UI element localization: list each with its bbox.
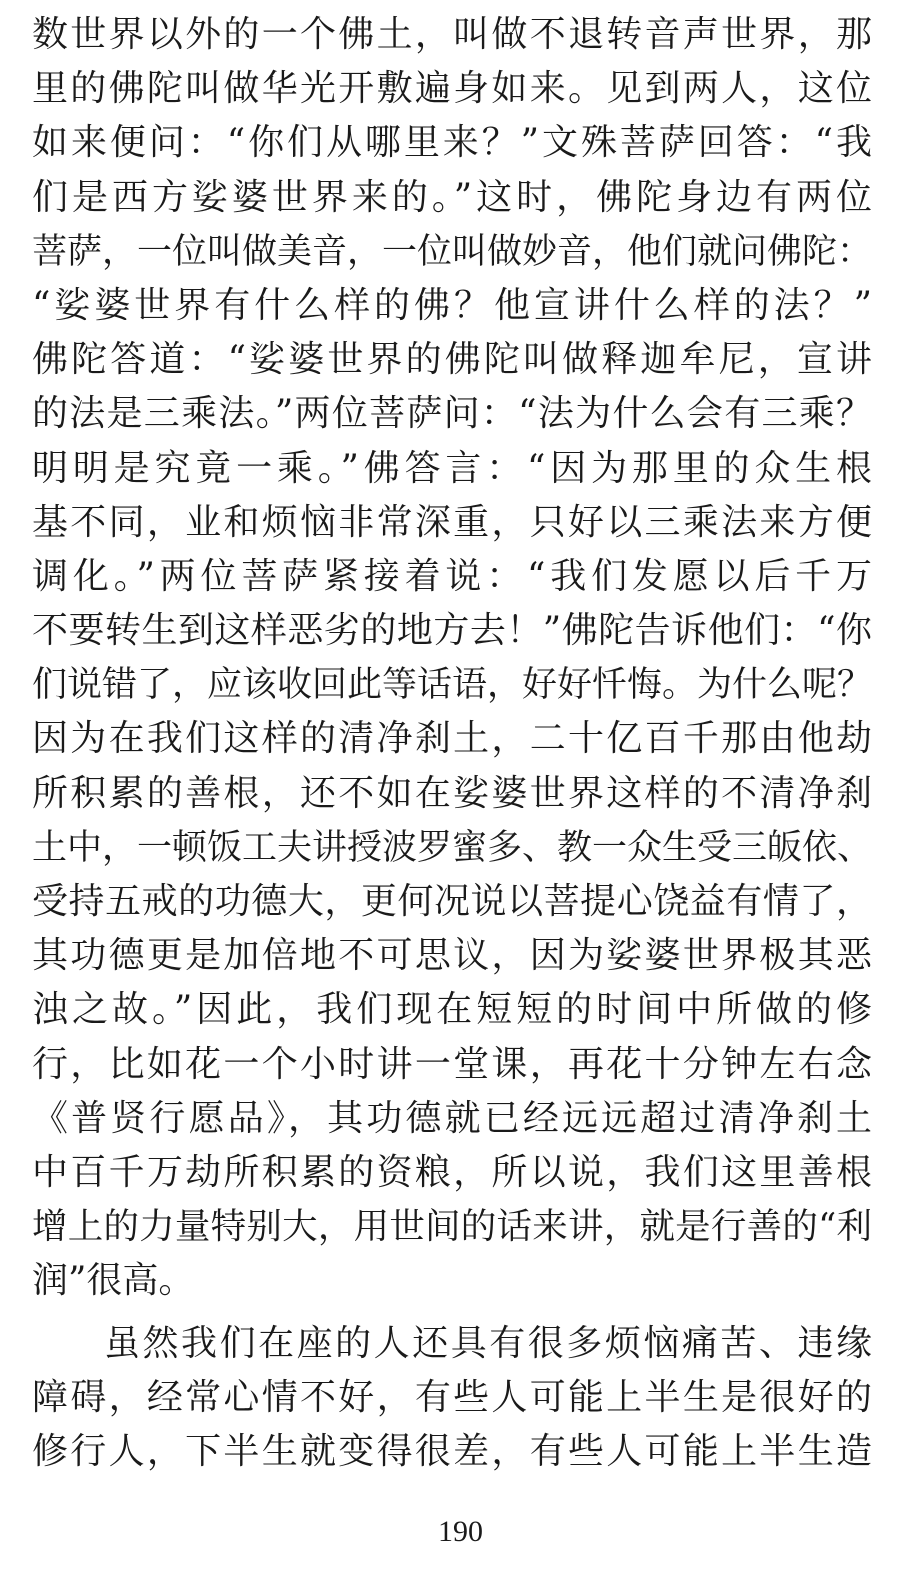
text-line: 《普贤行愿品》，其功德就已经远远超过清净刹土 xyxy=(32,1097,872,1139)
text-line: 明明是究竟一乘。”佛答言：“因为那里的众生根 xyxy=(32,447,872,489)
text-line: 因为在我们这样的清净刹土，二十亿百千那由他劫 xyxy=(32,718,872,760)
text-line: 基不同，业和烦恼非常深重，只好以三乘法来方便 xyxy=(32,501,872,543)
text-line: 不要转生到这样恶劣的地方去！”佛陀告诉他们：“你 xyxy=(32,610,872,652)
text-line: 其功德更是加倍地不可思议，因为娑婆世界极其恶 xyxy=(32,935,872,977)
text-line: 浊之故。”因此，我们现在短短的时间中所做的修 xyxy=(32,989,872,1031)
text-line: 虽然我们在座的人还具有很多烦恼痛苦、违缘 xyxy=(104,1322,872,1364)
paragraph-2 xyxy=(32,1317,872,1480)
text-line: 如来便问：“你们从哪里来？”文殊菩萨回答：“我 xyxy=(32,122,872,164)
text-line: 们是西方娑婆世界来的。”这时，佛陀身边有两位 xyxy=(32,176,872,218)
text-line: 受持五戒的功德大，更何况说以菩提心饶益有情了， xyxy=(32,881,872,922)
text-line: 土中，一顿饭工夫讲授波罗蜜多、教一众生受三皈依、 xyxy=(32,827,873,868)
text-line: 们说错了，应该收回此等话语，好好忏悔。为什么呢？ xyxy=(32,665,873,706)
page-number: 190 xyxy=(438,1515,483,1548)
paragraph-gap xyxy=(32,1309,872,1317)
text-line: 行，比如花一个小时讲一堂课，再花十分钟左右念 xyxy=(32,1043,872,1085)
paragraph-1 xyxy=(32,8,872,1309)
text-line: 中百千万劫所积累的资粮，所以说，我们这里善根 xyxy=(32,1151,872,1193)
text-line: 所积累的善根，还不如在娑婆世界这样的不清净刹 xyxy=(32,772,872,814)
text-line: 修行人，下半生就变得很差，有些人可能上半生造 xyxy=(32,1430,872,1472)
text-line: “娑婆世界有什么样的佛？他宣讲什么样的法？” xyxy=(32,284,872,326)
body-text xyxy=(32,8,872,1479)
text-line: 数世界以外的一个佛土，叫做不退转音声世界，那 xyxy=(32,14,872,55)
text-line: 增上的力量特别大，用世间的话来讲，就是行善的“利 xyxy=(32,1206,872,1248)
text-line: 佛陀答道：“娑婆世界的佛陀叫做释迦牟尼，宣讲 xyxy=(32,339,872,381)
text-line: 调化。”两位菩萨紧接着说：“我们发愿以后千万 xyxy=(32,555,872,597)
text-line: 润”很高。 xyxy=(32,1260,195,1302)
text-line: 菩萨，一位叫做美音，一位叫做妙音，他们就问佛陀： xyxy=(32,231,873,272)
text-line: 里的佛陀叫做华光开敷遍身如来。见到两人，这位 xyxy=(32,68,872,110)
text-line: 的法是三乘法。”两位菩萨问：“法为什么会有三乘？ xyxy=(32,393,872,435)
text-line: 障碍，经常心情不好，有些人可能上半生是很好的 xyxy=(32,1376,872,1418)
